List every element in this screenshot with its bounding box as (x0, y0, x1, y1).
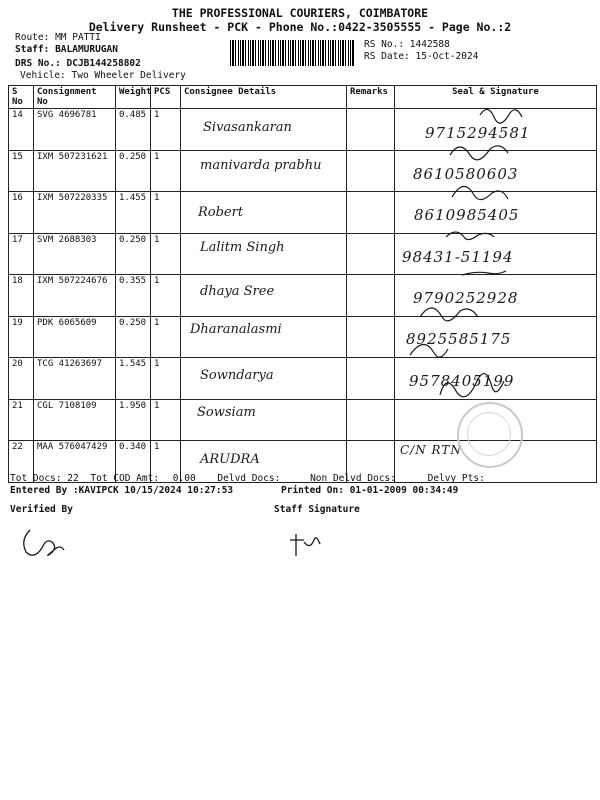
consignment-cell: SVG 4696781 (34, 109, 116, 151)
handwritten-phone: 8610580603 (413, 165, 519, 183)
consignment-cell: MAA 576047429 (34, 441, 116, 483)
signature-scribble (480, 109, 522, 123)
weight-cell: 0.485 (116, 109, 151, 151)
col-sno: S No (9, 86, 34, 109)
runsheet-subtitle: Delivery Runsheet - PCK - Phone No.:0422-3505555 - Page No.:2 (88, 20, 512, 34)
handwritten-consignee-name: Sowsiam (197, 405, 256, 420)
pcs-cell: 1 (151, 150, 181, 192)
signature-scribble (462, 271, 506, 275)
handwritten-phone: 9790252928 (413, 289, 519, 307)
company-title: THE PROFESSIONAL COURIERS, COIMBATORE (171, 6, 429, 20)
tot-cod-label: Tot COD Amt: (90, 473, 160, 484)
consignment-cell: CGL 7108109 (34, 399, 116, 441)
pcs-cell: 1 (151, 109, 181, 151)
consignment-cell: PDK 6065609 (34, 316, 116, 358)
entered-by: Entered By :KAVIPCK 10/15/2024 10:27:53 (10, 485, 234, 496)
pcs-cell: 1 (151, 316, 181, 358)
vehicle-line (20, 70, 186, 81)
sno-cell: 17 (9, 233, 34, 275)
handwritten-phone: 9715294581 (425, 124, 531, 142)
signature-scribble (440, 374, 504, 397)
pcs-cell: 1 (151, 275, 181, 317)
non-delvd-docs-label: Non Delvd Docs: (310, 473, 396, 484)
vehicle-label: Vehicle: (20, 70, 66, 81)
col-seal-signature: Seal & Signature (395, 86, 597, 109)
weight-cell: 0.250 (116, 233, 151, 275)
tot-docs-value: 22 (67, 473, 79, 484)
sno-cell: 15 (9, 150, 34, 192)
consignment-cell: IXM 507220335 (34, 192, 116, 234)
sno-cell: 18 (9, 275, 34, 317)
consignment-cell: IXM 507231621 (34, 150, 116, 192)
handwritten-consignee-name: Dharanalasmi (190, 322, 282, 337)
staff-signature-mark (290, 526, 330, 562)
footer-totals (10, 473, 485, 484)
handwritten-remark: C/N RTN (400, 443, 462, 457)
consignment-cell: TCG 41263697 (34, 358, 116, 400)
delvy-pts-label: Delvy Pts: (427, 473, 485, 484)
consignment-cell: SVM 2688303 (34, 233, 116, 275)
sno-cell: 22 (9, 441, 34, 483)
rs-date-label: RS Date: (364, 51, 410, 62)
col-consignment: Consignment No (34, 86, 116, 109)
handwritten-consignee-name: Sowndarya (200, 368, 274, 383)
staff-label: Staff: (15, 44, 50, 55)
pcs-cell: 1 (151, 192, 181, 234)
sno-cell: 14 (9, 109, 34, 151)
route-value: MM PATTI (55, 32, 101, 43)
staff-value: BALAMURUGAN (55, 44, 118, 55)
handwritten-consignee-name: manivarda prabhu (200, 158, 322, 173)
delvd-docs-label: Delvd Docs: (217, 473, 281, 484)
drs-value: DCJB144258802 (66, 58, 141, 69)
sno-cell: 20 (9, 358, 34, 400)
weight-cell: 1.950 (116, 399, 151, 441)
col-weight: Weight (116, 86, 151, 109)
col-consignee: Consignee Details (181, 86, 347, 109)
col-pcs: PCS (151, 86, 181, 109)
weight-cell: 0.340 (116, 441, 151, 483)
route-label: Route: (15, 32, 50, 43)
rs-no-line (364, 39, 450, 50)
consignment-cell: IXM 507224676 (34, 275, 116, 317)
signature-scribble (446, 232, 494, 240)
pcs-cell: 1 (151, 399, 181, 441)
weight-cell: 0.250 (116, 316, 151, 358)
printed-on: Printed On: 01-01-2009 00:34:49 (281, 485, 459, 496)
rs-no-value: 1442588 (409, 39, 450, 50)
handwritten-phone: 8925585175 (406, 330, 512, 348)
staff-signature-label: Staff Signature (274, 504, 360, 515)
drs-line (15, 58, 141, 69)
verifier-signature (12, 522, 72, 562)
sno-cell: 19 (9, 316, 34, 358)
pcs-cell: 1 (151, 441, 181, 483)
signature-scribble (452, 186, 508, 199)
sno-cell: 16 (9, 192, 34, 234)
signature-scribble (410, 344, 448, 357)
handwritten-consignee-name: dhaya Sree (200, 284, 275, 299)
route-line (15, 32, 101, 43)
tot-docs-label: Tot Docs: (10, 473, 62, 484)
staff-line (15, 44, 118, 55)
handwritten-consignee-name: Robert (198, 205, 244, 220)
rs-date-line (364, 51, 478, 62)
handwritten-consignee-name: Lalitm Singh (200, 240, 285, 255)
weight-cell: 0.250 (116, 150, 151, 192)
handwritten-consignee-name: Sivasankaran (203, 120, 292, 135)
weight-cell: 0.355 (116, 275, 151, 317)
handwritten-phone: 98431-51194 (402, 248, 514, 266)
signature-scribble (420, 308, 478, 321)
signature-scribble (450, 146, 508, 160)
weight-cell: 1.545 (116, 358, 151, 400)
sno-cell: 21 (9, 399, 34, 441)
verified-by-label: Verified By (10, 504, 73, 515)
pcs-cell: 1 (151, 233, 181, 275)
vehicle-value: Two Wheeler Delivery (71, 70, 186, 81)
handwritten-phone: 8610985405 (414, 206, 520, 224)
rs-no-label: RS No.: (364, 39, 405, 50)
weight-cell: 1.455 (116, 192, 151, 234)
handwritten-phone: 9578405199 (409, 372, 515, 390)
handwritten-consignee-name: ARUDRA (200, 452, 260, 467)
rs-date-value: 15-Oct-2024 (415, 51, 479, 62)
barcode (230, 40, 355, 66)
tot-cod-value: 0.00 (172, 473, 196, 484)
seal-stamp (457, 402, 523, 468)
pcs-cell: 1 (151, 358, 181, 400)
drs-label: DRS No.: (15, 58, 61, 69)
col-remarks: Remarks (347, 86, 395, 109)
